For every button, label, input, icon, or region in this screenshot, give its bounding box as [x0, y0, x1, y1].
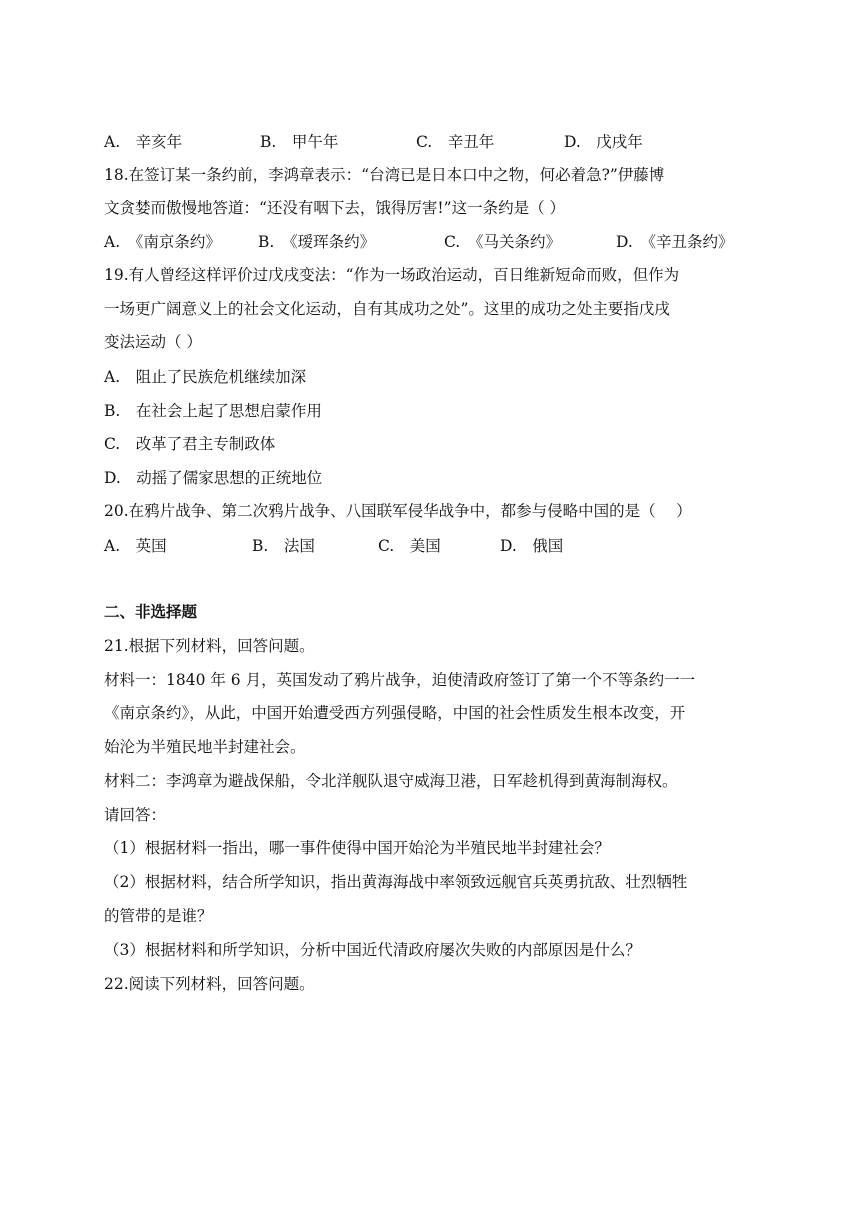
- q20-stem-line-1: 20.在鸦片战争、第二次鸦片战争、八国联军侵华战争中，都参与侵略中国的是（ ）: [104, 502, 692, 520]
- q20-options: [104, 536, 563, 556]
- q19-stem-line-2: 一场更广阔意义上的社会文化运动，自有其成功之处”。这里的成功之处主要指戊戌: [104, 300, 670, 318]
- q21-line-6: 请回答：: [104, 806, 167, 824]
- q18-options: [104, 232, 734, 252]
- q18-option-c: C. 《马关条约》: [444, 233, 561, 251]
- q17-option-c: C. 辛丑年: [416, 133, 495, 151]
- q18-option-b: B. 《瑷珲条约》: [258, 233, 376, 251]
- q19-option-b: B. 在社会上起了思想启蒙作用: [104, 402, 322, 420]
- q18-option-d: D. 《辛丑条约》: [616, 233, 734, 251]
- q21-line-3: 《南京条约》，从此，中国开始遭受西方列强侵略，中国的社会性质发生根本改变，开: [104, 704, 686, 722]
- q20-option-c: C. 美国: [378, 537, 441, 555]
- q17-option-b: B. 甲午年: [260, 133, 339, 151]
- q22-line-1: 22.阅读下列材料，回答问题。: [104, 975, 315, 993]
- q21-line-7: （1）根据材料一指出，哪一事件使得中国开始沦为半殖民地半封建社会？: [104, 839, 610, 857]
- q18-stem-line-1: 18.在签订某一条约前，李鸿章表示：“台湾已是日本口中之物，何必着急?”伊藤博: [104, 166, 665, 184]
- q19-option-c: C. 改革了君主专制政体: [104, 435, 276, 453]
- q21-line-1: 21.根据下列材料，回答问题。: [104, 637, 315, 655]
- q20-option-a: A. 英国: [104, 537, 167, 555]
- q19-stem-line-3: 变法运动（ ）: [104, 333, 202, 351]
- q18-option-a: A. 《南京条约》: [104, 233, 221, 251]
- q21-line-10: （3）根据材料和所学知识，分析中国近代清政府屡次失败的内部原因是什么？: [104, 941, 641, 959]
- q17-option-d: D. 戊戌年: [564, 133, 643, 151]
- q21-line-4: 始沦为半殖民地半封建社会。: [104, 738, 306, 756]
- q19-option-a: A. 阻止了民族危机继续加深: [104, 368, 307, 386]
- q21-line-9: 的管带的是谁？: [104, 907, 213, 925]
- q20-option-b: B. 法国: [252, 537, 315, 555]
- q18-stem-line-2: 文贪婪而傲慢地答道：“还没有咽下去，饿得厉害!”这一条约是（ ）: [104, 199, 566, 217]
- q21-line-8: （2）根据材料，结合所学知识，指出黄海海战中率领致远舰官兵英勇抗敌、壮烈牺牲: [104, 873, 688, 891]
- q17-options: [104, 132, 643, 152]
- q19-stem-line-1: 19.有人曾经这样评价过戊戌变法：“作为一场政治运动，百日维新短命而败，但作为: [104, 266, 680, 284]
- q17-option-a: A. 辛亥年: [104, 133, 183, 151]
- q20-option-d: D. 俄国: [500, 537, 564, 555]
- q21-line-2: 材料一：1840 年 6 月，英国发动了鸦片战争，迫使清政府签订了第一个不等条约一一: [104, 671, 696, 689]
- q21-line-5: 材料二：李鸿章为避战保船，令北洋舰队退守威海卫港，日军趁机得到黄海制海权。: [104, 772, 678, 790]
- section-2-title: 二、非选择题: [104, 602, 198, 621]
- q19-option-d: D. 动摇了儒家思想的正统地位: [104, 469, 323, 487]
